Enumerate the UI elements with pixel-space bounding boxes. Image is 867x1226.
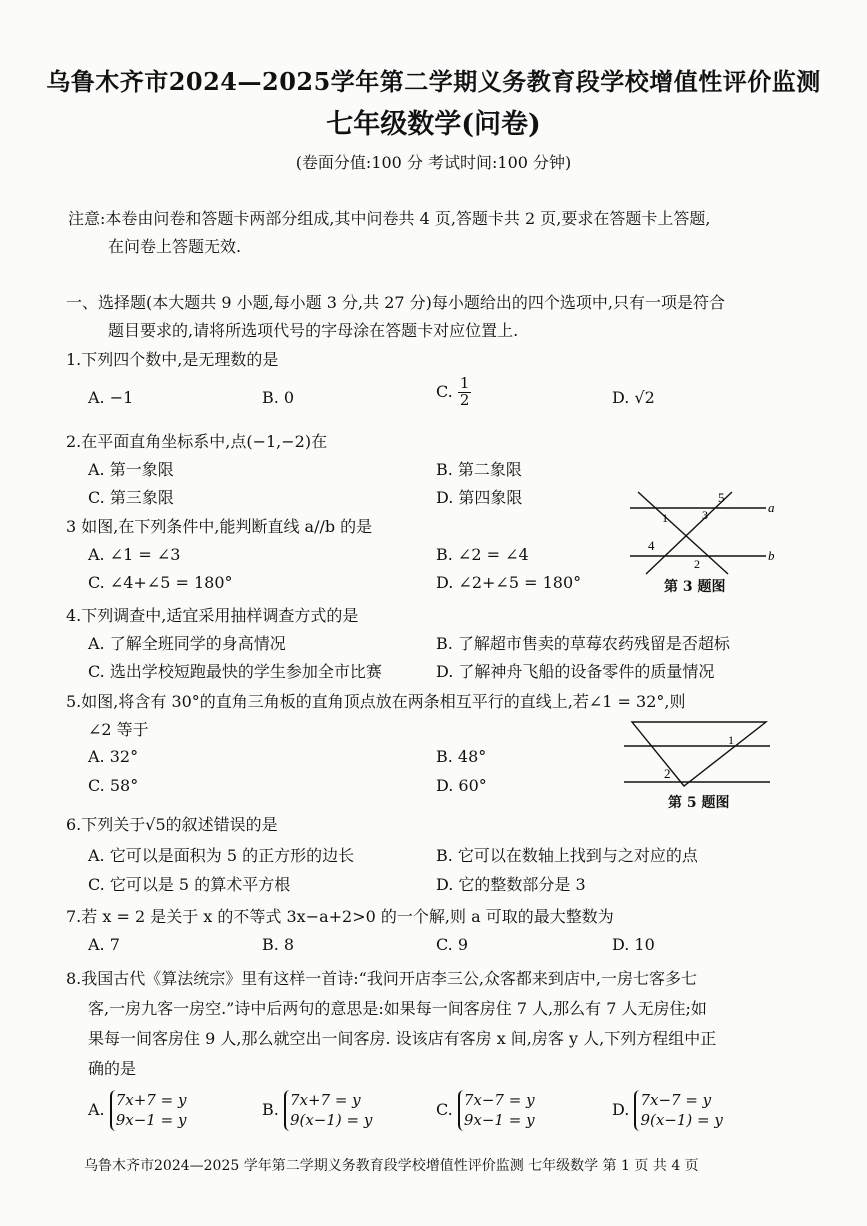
section-1-heading: 一、选择题(本大题共 9 小题,每小题 3 分,共 27 分)每小题给出的四个选项中,只有一项是符合 <box>66 293 725 312</box>
q8-option-b-system <box>284 1090 372 1131</box>
q1-option-c <box>436 376 471 409</box>
q8-option-c-system <box>458 1090 535 1131</box>
angle-label-5: 5 <box>718 490 725 505</box>
q7-option-b: B. 8 <box>262 935 295 954</box>
equation: 9(x−1) = y <box>640 1111 723 1130</box>
q7-stem: 7.若 x = 2 是关于 x 的不等式 3x−a+2>0 的一个解,则 a 可取的最大整数为 <box>66 907 614 926</box>
q2-option-a: A. 第一象限 <box>88 460 174 479</box>
equation: 9x−1 = y <box>463 1111 535 1130</box>
q2-option-c: C. 第三象限 <box>88 488 174 507</box>
q8-option-d <box>612 1090 723 1131</box>
q8-option-c-label: C. <box>436 1099 453 1119</box>
q5-figure <box>624 716 774 792</box>
q5-stem-line-1: 5.如图,将含有 30°的直角三角板的直角顶点放在两条相互平行的直线上,若∠1 = 32°,则 <box>66 692 686 711</box>
line-label-b: b <box>768 548 775 563</box>
note-line-1: 注意:本卷由问卷和答题卡两部分组成,其中问卷共 4 页,答题卡共 2 页,要求在答题卡上答题, <box>68 209 711 228</box>
q3-stem: 3 如图,在下列条件中,能判断直线 a//b 的是 <box>66 517 373 536</box>
q7-option-c: C. 9 <box>436 935 469 954</box>
fraction-denominator: 2 <box>459 390 470 409</box>
q8-stem-line-4: 确的是 <box>88 1059 137 1078</box>
q3-option-c: C. ∠4+∠5 = 180° <box>88 573 233 592</box>
q1-option-c-fraction <box>458 376 472 409</box>
q3-option-b: B. ∠2 = ∠4 <box>436 545 529 564</box>
q8-stem-line-2: 客,一房九客一房空.”诗中后两句的意思是:如果每一间客房住 7 人,那么有 7 人无房住;如 <box>88 999 707 1018</box>
q3-option-d: D. ∠2+∠5 = 180° <box>436 573 582 592</box>
fraction-numerator: 1 <box>459 374 470 392</box>
page-footer: 乌鲁木齐市2024—2025 学年第二学期义务教育段学校增值性评价监测 七年级数学 第 1 页 共 4 页 <box>84 1158 699 1174</box>
triangle-ruler <box>632 722 766 786</box>
angle-label-3: 3 <box>702 508 708 522</box>
q4-option-a: A. 了解全班同学的身高情况 <box>88 634 286 653</box>
q3-option-a: A. ∠1 = ∠3 <box>88 545 181 564</box>
q1-option-c-label: C. <box>436 381 453 401</box>
q8-option-b <box>262 1090 372 1131</box>
q2-stem: 2.在平面直角坐标系中,点(−1,−2)在 <box>66 432 328 451</box>
q6-option-a: A. 它可以是面积为 5 的正方形的边长 <box>88 846 355 865</box>
q6-option-b: B. 它可以在数轴上找到与之对应的点 <box>436 846 698 865</box>
q6-option-d: D. 它的整数部分是 3 <box>436 875 586 894</box>
q8-option-d-system <box>634 1090 722 1131</box>
transversal-1 <box>638 492 728 574</box>
q8-stem-line-1: 8.我国古代《算法统宗》里有这样一首诗:“我问开店李三公,众客都来到店中,一房七客多七 <box>66 969 698 988</box>
equation: 7x−7 = y <box>640 1091 712 1109</box>
angle-label-2: 2 <box>664 766 671 781</box>
exam-subtitle: 七年级数学(问卷) <box>326 109 541 140</box>
equation: 7x−7 = y <box>463 1091 535 1109</box>
angle-label-1: 1 <box>728 733 734 747</box>
q6-stem: 6.下列关于√5的叙述错误的是 <box>66 815 278 834</box>
equation: 9(x−1) = y <box>289 1111 373 1130</box>
q7-option-d: D. 10 <box>612 935 655 954</box>
angle-label-2: 2 <box>694 557 700 571</box>
q1-option-b: B. 0 <box>262 388 295 407</box>
q5-option-c: C. 58° <box>88 776 139 795</box>
q5-option-a: A. 32° <box>88 747 139 766</box>
q8-option-b-label: B. <box>262 1099 279 1119</box>
equation: 7x+7 = y <box>289 1091 361 1109</box>
q5-stem-line-2: ∠2 等于 <box>88 720 149 739</box>
q3-figure-caption: 第 3 题图 <box>664 579 726 595</box>
angle-label-1: 1 <box>662 511 668 525</box>
q6-option-c: C. 它可以是 5 的算术平方根 <box>88 875 291 894</box>
q8-option-a-label: A. <box>88 1099 105 1119</box>
q1-stem: 1.下列四个数中,是无理数的是 <box>66 350 279 369</box>
line-label-a: a <box>768 500 775 515</box>
q8-option-a <box>88 1090 186 1131</box>
q8-option-a-system <box>110 1090 187 1131</box>
q3-figure <box>620 484 780 584</box>
q5-figure-caption: 第 5 题图 <box>668 795 730 811</box>
exam-title: 乌鲁木齐市2024—2025学年第二学期义务教育段学校增值性评价监测 <box>46 67 821 96</box>
q8-option-d-label: D. <box>612 1099 630 1119</box>
q5-option-d: D. 60° <box>436 776 487 795</box>
q1-option-d: D. √2 <box>612 388 655 407</box>
q5-option-b: B. 48° <box>436 747 487 766</box>
q7-option-a: A. 7 <box>88 935 120 954</box>
q2-option-b: B. 第二象限 <box>436 460 522 479</box>
angle-label-4: 4 <box>648 538 655 553</box>
section-1-instruction: 题目要求的,请将所选项代号的字母涂在答题卡对应位置上. <box>108 321 519 340</box>
q1-option-a: A. −1 <box>88 388 134 407</box>
q8-option-c <box>436 1090 535 1131</box>
equation: 7x+7 = y <box>115 1091 187 1109</box>
note-line-2: 在问卷上答题无效. <box>108 237 242 256</box>
q4-stem: 4.下列调查中,适宜采用抽样调查方式的是 <box>66 606 359 625</box>
q2-option-d: D. 第四象限 <box>436 488 523 507</box>
q4-option-b: B. 了解超市售卖的草莓农药残留是否超标 <box>436 634 730 653</box>
q4-option-c: C. 选出学校短跑最快的学生参加全市比赛 <box>88 662 382 681</box>
equation: 9x−1 = y <box>115 1111 187 1130</box>
exam-meta: (卷面分值:100 分 考试时间:100 分钟) <box>295 153 572 172</box>
q8-stem-line-3: 果每一间客房住 9 人,那么就空出一间客房. 设该店有客房 x 间,房客 y 人,下列方程组中正 <box>88 1029 717 1048</box>
q4-option-d: D. 了解神舟飞船的设备零件的质量情况 <box>436 662 715 681</box>
